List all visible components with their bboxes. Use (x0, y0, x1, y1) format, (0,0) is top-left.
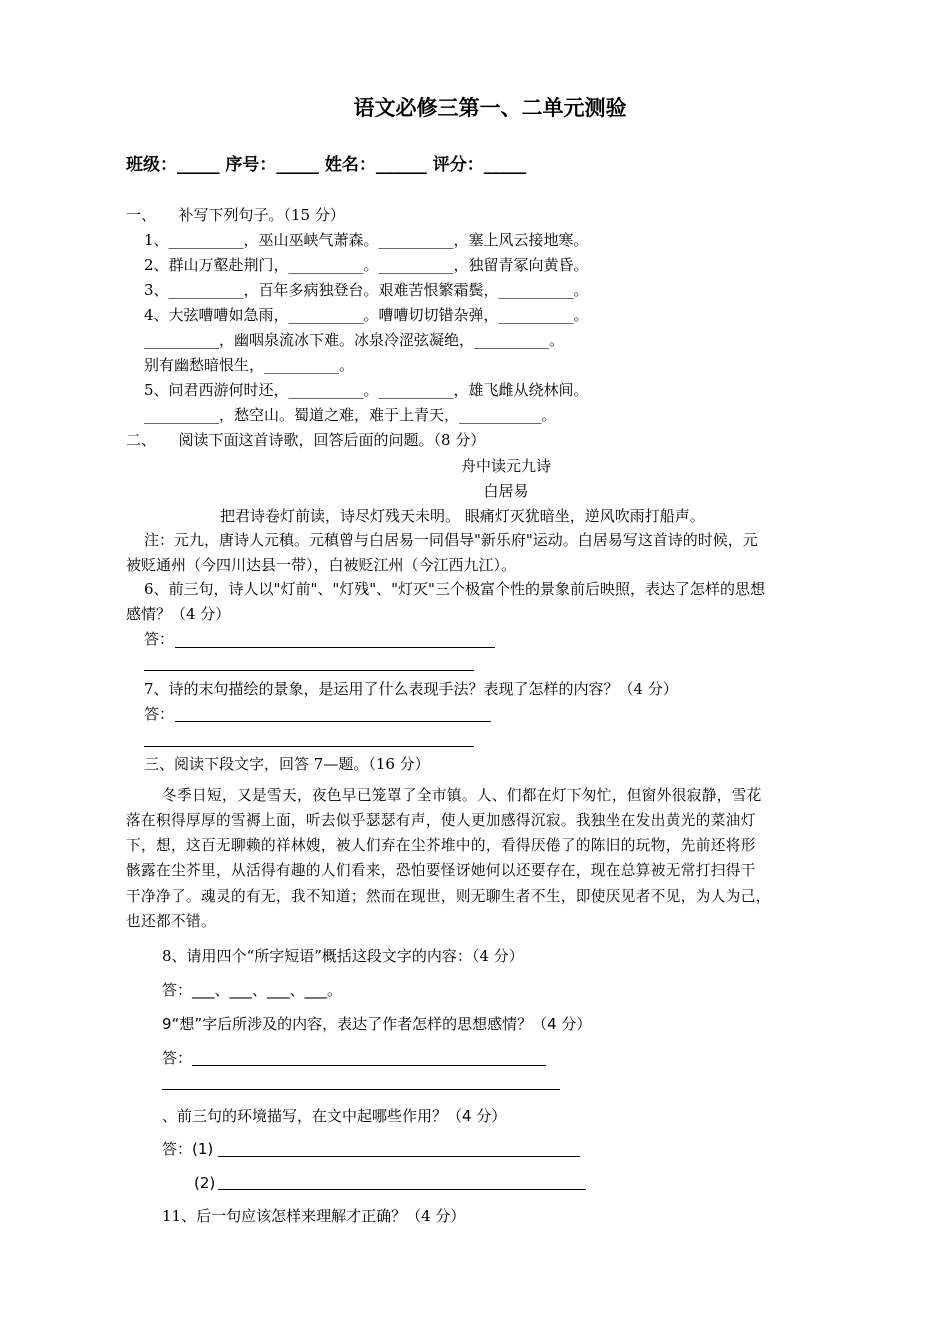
section1-line: 4、大弦嘈嘈如急雨，__________。嘈嘈切切错杂弹，__________。 (144, 306, 589, 324)
question-9: 9“想”字后所涉及的内容，表达了作者怎样的思想感情？（4 分） (162, 1015, 592, 1033)
poem-note: 被贬通州（今四川达县一带），白被贬江州（今江西九江）。 (126, 556, 517, 574)
section1-line: 5、问君西游何时还，__________。__________，雄飞雌从绕林间。 (144, 381, 589, 399)
poem-title: 舟中读元九诗 (460, 457, 551, 475)
section1-heading: 一、 补写下列句子。（15 分） (126, 206, 345, 224)
question-6: 感情？（4 分） (126, 605, 231, 623)
question-7: 7、诗的末句描绘的景象，是运用了什么表现手法？表现了怎样的内容？（4 分） (144, 680, 678, 698)
section1-line: __________，愁空山。蜀道之难，难于上青天，___________。 (144, 406, 557, 424)
essay-line: 干净净了。魂灵的有无，我不知道；然而在现世，则无聊生者不生，即使厌见者不见，为人为己， (126, 888, 771, 905)
essay-line: 也还都不错。 (126, 913, 216, 930)
answer-line[interactable] (218, 1156, 580, 1157)
page-title: 语文必修三第一、二单元测验 (353, 96, 627, 120)
section1-line: 3、__________，百年多病独登台。艰难苦恨繁霜鬓，__________。 (144, 281, 589, 299)
answer-label: 答： (144, 630, 175, 648)
section1-line: 1、__________，巫山巫峡气萧森。__________，塞上风云接地寒。 (144, 231, 589, 249)
answer-line[interactable] (175, 647, 495, 648)
section3-heading: 三、阅读下段文字，回答 7—题。（16 分） (144, 755, 430, 773)
answer-line[interactable] (162, 1089, 560, 1090)
answer-line[interactable] (144, 670, 474, 671)
answer-label: 答： (162, 1049, 193, 1067)
question-8-answer: 答：___、___、___、___。 (162, 981, 343, 999)
section1-line: 别有幽愁暗恨生，__________。 (144, 356, 355, 374)
answer-line[interactable] (175, 721, 491, 722)
essay-line: 冬季日短，又是雪天，夜色早已笼罩了全市镇。人、们都在灯下匆忙，但窗外很寂静，雪花 (162, 787, 762, 804)
answer-label: 答： (144, 705, 175, 723)
essay-line: 下，想，这百无聊赖的祥林嫂，被人们弃在尘芥堆中的，看得厌倦了的陈旧的玩物，先前还将形 (126, 837, 756, 854)
essay-line: 落在积得厚厚的雪褥上面，听去似乎瑟瑟有声，使人更加感得沉寂。我独坐在发出黄光的菜油灯 (126, 812, 756, 829)
section1-line: 2、群山万壑赴荆门，__________。__________，独留青冢向黄昏。 (144, 256, 589, 274)
question-11: 11、后一句应该怎样来理解才正确？（4 分） (162, 1207, 466, 1225)
answer-line[interactable] (218, 1189, 586, 1190)
answer-line[interactable] (192, 1065, 546, 1066)
essay-line: 骸露在尘芥里，从活得有趣的人们看来，恐怕要怪讶她何以还要存在，现在总算被无常打扫得干 (126, 862, 756, 879)
question-8: 8、请用四个“所字短语”概括这段文字的内容：（4 分） (162, 947, 524, 965)
poem-author: 白居易 (483, 482, 529, 500)
answer-line[interactable] (144, 746, 474, 747)
answer-label: (2) (194, 1174, 216, 1192)
poem-note: 注：元九，唐诗人元稹。元稹曾与白居易一同倡导"新乐府"运动。白居易写这首诗的时候，元 (144, 531, 758, 549)
question-10: 、前三句的环境描写，在文中起哪些作用？（4 分） (162, 1107, 507, 1125)
section2-heading: 二、 阅读下面这首诗歌，回答后面的问题。（8 分） (126, 431, 486, 449)
section1-line: __________，幽咽泉流冰下难。冰泉冷涩弦凝绝，__________。 (144, 331, 565, 349)
answer-label: 答：(1) (162, 1140, 214, 1158)
student-info-line: 班级：_____ 序号：_____ 姓名：______ 评分：_____ (126, 155, 527, 175)
question-6: 6、前三句，诗人以"灯前"、"灯残"、"灯灭"三个极富个性的景象前后映照，表达了怎样的思想 (144, 580, 765, 598)
poem-text: 把君诗卷灯前读，诗尽灯残天未明。 眼痛灯灭犹暗坐，逆风吹雨打船声。 (220, 507, 705, 525)
